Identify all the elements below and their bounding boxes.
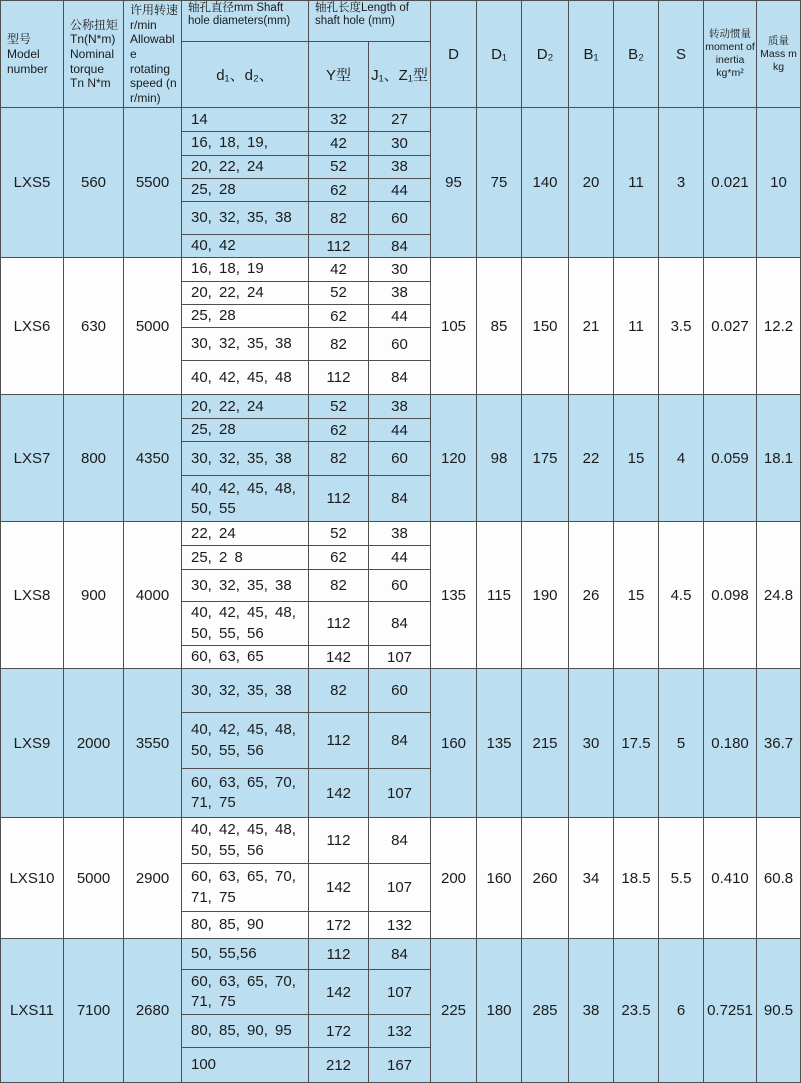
- inertia-cell: 0.027: [704, 258, 757, 395]
- y-length-cell: 52: [309, 395, 369, 419]
- speed-cell: 2680: [124, 939, 182, 1083]
- y-length-cell: 52: [309, 522, 369, 546]
- speed-cell: 3550: [124, 669, 182, 818]
- bore-diameters-cell: 14: [182, 108, 309, 132]
- inertia-cell: 0.410: [704, 818, 757, 939]
- b2-cell: 15: [614, 522, 659, 669]
- d-cell: 160: [431, 669, 477, 818]
- s-cell: 5: [659, 669, 704, 818]
- jz-length-cell: 84: [369, 361, 431, 395]
- d2-cell: 190: [522, 522, 569, 669]
- jz-length-cell: 84: [369, 235, 431, 258]
- b2-cell: 11: [614, 258, 659, 395]
- bore-diameters-cell: 40, 42, 45, 48, 50, 55: [182, 476, 309, 522]
- jz-length-cell: 44: [369, 304, 431, 327]
- bore-diameters-cell: 60, 63, 65, 70, 71, 75: [182, 970, 309, 1015]
- b1-cell: 26: [569, 522, 614, 669]
- d-cell: 105: [431, 258, 477, 395]
- torque-cell: 5000: [64, 818, 124, 939]
- d-cell: 225: [431, 939, 477, 1083]
- y-length-cell: 42: [309, 132, 369, 155]
- y-length-cell: 82: [309, 202, 369, 235]
- spec-row: [1, 395, 801, 419]
- y-length-cell: 112: [309, 235, 369, 258]
- jz-length-cell: 44: [369, 546, 431, 570]
- col-header-D1: D₁: [477, 1, 522, 108]
- y-length-cell: 42: [309, 258, 369, 281]
- mass-cell: 12.2: [757, 258, 801, 395]
- torque-cell: 7100: [64, 939, 124, 1083]
- model-cell: LXS7: [1, 395, 64, 522]
- d-cell: 95: [431, 108, 477, 258]
- d1-cell: 115: [477, 522, 522, 669]
- b1-cell: 21: [569, 258, 614, 395]
- d1-cell: 160: [477, 818, 522, 939]
- d2-cell: 260: [522, 818, 569, 939]
- d1-cell: 98: [477, 395, 522, 522]
- mass-cell: 36.7: [757, 669, 801, 818]
- y-length-cell: 142: [309, 864, 369, 912]
- col-header-B1: B₁: [569, 1, 614, 108]
- y-length-cell: 82: [309, 328, 369, 361]
- bore-diameters-cell: 25, 28: [182, 304, 309, 327]
- bore-diameters-cell: 20, 22, 24: [182, 395, 309, 419]
- bore-diameters-cell: 30, 32, 35, 38: [182, 202, 309, 235]
- y-length-cell: 52: [309, 155, 369, 178]
- spec-row: [1, 258, 801, 281]
- d-cell: 135: [431, 522, 477, 669]
- model-cell: LXS9: [1, 669, 64, 818]
- s-cell: 4: [659, 395, 704, 522]
- mass-cell: 18.1: [757, 395, 801, 522]
- b1-cell: 20: [569, 108, 614, 258]
- b1-cell: 22: [569, 395, 614, 522]
- b2-cell: 17.5: [614, 669, 659, 818]
- col-header-jz-type: J₁、Z₁型: [369, 42, 431, 108]
- b2-cell: 18.5: [614, 818, 659, 939]
- bore-diameters-cell: 25, 28: [182, 419, 309, 442]
- y-length-cell: 112: [309, 476, 369, 522]
- jz-length-cell: 107: [369, 864, 431, 912]
- jz-length-cell: 27: [369, 108, 431, 132]
- jz-length-cell: 107: [369, 769, 431, 818]
- torque-cell: 560: [64, 108, 124, 258]
- col-header-bore-group: 轴孔直径mm Shaft hole diameters(mm): [182, 1, 309, 42]
- inertia-cell: 0.021: [704, 108, 757, 258]
- model-cell: LXS11: [1, 939, 64, 1083]
- spec-row: [1, 669, 801, 713]
- d1-cell: 180: [477, 939, 522, 1083]
- torque-cell: 2000: [64, 669, 124, 818]
- inertia-cell: 0.180: [704, 669, 757, 818]
- inertia-cell: 0.059: [704, 395, 757, 522]
- torque-cell: 900: [64, 522, 124, 669]
- d2-cell: 140: [522, 108, 569, 258]
- torque-cell: 630: [64, 258, 124, 395]
- jz-length-cell: 44: [369, 419, 431, 442]
- jz-length-cell: 84: [369, 713, 431, 769]
- bore-diameters-cell: 80, 85, 90: [182, 912, 309, 939]
- y-length-cell: 112: [309, 361, 369, 395]
- b1-cell: 34: [569, 818, 614, 939]
- jz-length-cell: 60: [369, 442, 431, 476]
- y-length-cell: 62: [309, 304, 369, 327]
- d2-cell: 215: [522, 669, 569, 818]
- table-body: [1, 108, 801, 1083]
- spec-row: [1, 108, 801, 132]
- model-cell: LXS5: [1, 108, 64, 258]
- col-header-B2: B₂: [614, 1, 659, 108]
- y-length-cell: 52: [309, 281, 369, 304]
- speed-cell: 5000: [124, 258, 182, 395]
- jz-length-cell: 44: [369, 178, 431, 201]
- model-cell: LXS10: [1, 818, 64, 939]
- col-header-mass: 质量 Mass m kg: [757, 1, 801, 108]
- s-cell: 4.5: [659, 522, 704, 669]
- bore-diameters-cell: 16, 18, 19,: [182, 132, 309, 155]
- speed-cell: 5500: [124, 108, 182, 258]
- jz-length-cell: 30: [369, 258, 431, 281]
- col-header-length-group: 轴孔长度Length of shaft hole (mm): [309, 1, 431, 42]
- jz-length-cell: 84: [369, 818, 431, 864]
- col-header-y-type: Y型: [309, 42, 369, 108]
- jz-length-cell: 132: [369, 912, 431, 939]
- bore-diameters-cell: 30, 32, 35, 38: [182, 328, 309, 361]
- jz-length-cell: 38: [369, 522, 431, 546]
- d2-cell: 175: [522, 395, 569, 522]
- bore-diameters-cell: 40, 42, 45, 48, 50, 55, 56: [182, 602, 309, 646]
- y-length-cell: 82: [309, 669, 369, 713]
- mass-cell: 60.8: [757, 818, 801, 939]
- b2-cell: 11: [614, 108, 659, 258]
- y-length-cell: 62: [309, 546, 369, 570]
- bore-diameters-cell: 50, 55,56: [182, 939, 309, 970]
- bore-diameters-cell: 16, 18, 19: [182, 258, 309, 281]
- d1-cell: 85: [477, 258, 522, 395]
- d1-cell: 135: [477, 669, 522, 818]
- y-length-cell: 142: [309, 769, 369, 818]
- y-length-cell: 82: [309, 570, 369, 602]
- bore-diameters-cell: 30, 32, 35, 38: [182, 570, 309, 602]
- col-header-S: S: [659, 1, 704, 108]
- d-cell: 120: [431, 395, 477, 522]
- bore-diameters-cell: 40, 42: [182, 235, 309, 258]
- jz-length-cell: 30: [369, 132, 431, 155]
- jz-length-cell: 38: [369, 395, 431, 419]
- y-length-cell: 112: [309, 602, 369, 646]
- col-header-inertia: 转动惯量 moment of inertia kg*m²: [704, 1, 757, 108]
- col-header-D: D: [431, 1, 477, 108]
- model-cell: LXS8: [1, 522, 64, 669]
- y-length-cell: 62: [309, 178, 369, 201]
- torque-cell: 800: [64, 395, 124, 522]
- speed-cell: 4350: [124, 395, 182, 522]
- jz-length-cell: 84: [369, 476, 431, 522]
- bore-diameters-cell: 40, 42, 45, 48: [182, 361, 309, 395]
- col-header-model: 型号 Model number: [1, 1, 64, 108]
- bore-diameters-cell: 80, 85, 90, 95: [182, 1015, 309, 1048]
- bore-diameters-cell: 20, 22, 24: [182, 281, 309, 304]
- s-cell: 3.5: [659, 258, 704, 395]
- d-cell: 200: [431, 818, 477, 939]
- jz-length-cell: 107: [369, 645, 431, 668]
- jz-length-cell: 60: [369, 328, 431, 361]
- y-length-cell: 112: [309, 939, 369, 970]
- speed-cell: 4000: [124, 522, 182, 669]
- speed-cell: 2900: [124, 818, 182, 939]
- jz-length-cell: 84: [369, 939, 431, 970]
- jz-length-cell: 60: [369, 570, 431, 602]
- d2-cell: 150: [522, 258, 569, 395]
- jz-length-cell: 38: [369, 281, 431, 304]
- s-cell: 5.5: [659, 818, 704, 939]
- d1-cell: 75: [477, 108, 522, 258]
- jz-length-cell: 167: [369, 1048, 431, 1083]
- y-length-cell: 142: [309, 970, 369, 1015]
- bore-diameters-cell: 25, 28: [182, 178, 309, 201]
- bore-diameters-cell: 60, 63, 65, 70, 71, 75: [182, 864, 309, 912]
- bore-diameters-cell: 40, 42, 45, 48, 50, 55, 56: [182, 713, 309, 769]
- s-cell: 3: [659, 108, 704, 258]
- y-length-cell: 212: [309, 1048, 369, 1083]
- mass-cell: 24.8: [757, 522, 801, 669]
- bore-diameters-cell: 60, 63, 65, 70, 71, 75: [182, 769, 309, 818]
- bore-diameters-cell: 100: [182, 1048, 309, 1083]
- b1-cell: 30: [569, 669, 614, 818]
- mass-cell: 10: [757, 108, 801, 258]
- col-header-speed: 许用转速r/min Allowable rotating speed (n r/min): [124, 1, 182, 108]
- jz-length-cell: 60: [369, 669, 431, 713]
- mass-cell: 90.5: [757, 939, 801, 1083]
- b2-cell: 23.5: [614, 939, 659, 1083]
- bore-diameters-cell: 25, 2 8: [182, 546, 309, 570]
- bore-diameters-cell: 22, 24: [182, 522, 309, 546]
- col-header-D2: D₂: [522, 1, 569, 108]
- jz-length-cell: 60: [369, 202, 431, 235]
- d2-cell: 285: [522, 939, 569, 1083]
- y-length-cell: 32: [309, 108, 369, 132]
- bore-diameters-cell: 40, 42, 45, 48, 50, 55, 56: [182, 818, 309, 864]
- y-length-cell: 112: [309, 713, 369, 769]
- col-header-torque: 公称扭矩 Tn(N*m) Nominal torque Tn N*m: [64, 1, 124, 108]
- bore-diameters-cell: 30, 32, 35, 38: [182, 442, 309, 476]
- bore-diameters-cell: 60, 63, 65: [182, 645, 309, 668]
- jz-length-cell: 107: [369, 970, 431, 1015]
- jz-length-cell: 38: [369, 155, 431, 178]
- bore-diameters-cell: 30, 32, 35, 38: [182, 669, 309, 713]
- col-header-bore-sub: d₁、d₂、: [182, 42, 309, 108]
- spec-row: [1, 522, 801, 546]
- y-length-cell: 82: [309, 442, 369, 476]
- spec-row: [1, 818, 801, 864]
- y-length-cell: 62: [309, 419, 369, 442]
- y-length-cell: 172: [309, 1015, 369, 1048]
- inertia-cell: 0.7251: [704, 939, 757, 1083]
- bore-diameters-cell: 20, 22, 24: [182, 155, 309, 178]
- spec-row: [1, 939, 801, 970]
- inertia-cell: 0.098: [704, 522, 757, 669]
- model-cell: LXS6: [1, 258, 64, 395]
- table-header: [1, 1, 801, 108]
- y-length-cell: 172: [309, 912, 369, 939]
- y-length-cell: 142: [309, 645, 369, 668]
- b1-cell: 38: [569, 939, 614, 1083]
- jz-length-cell: 132: [369, 1015, 431, 1048]
- s-cell: 6: [659, 939, 704, 1083]
- b2-cell: 15: [614, 395, 659, 522]
- y-length-cell: 112: [309, 818, 369, 864]
- jz-length-cell: 84: [369, 602, 431, 646]
